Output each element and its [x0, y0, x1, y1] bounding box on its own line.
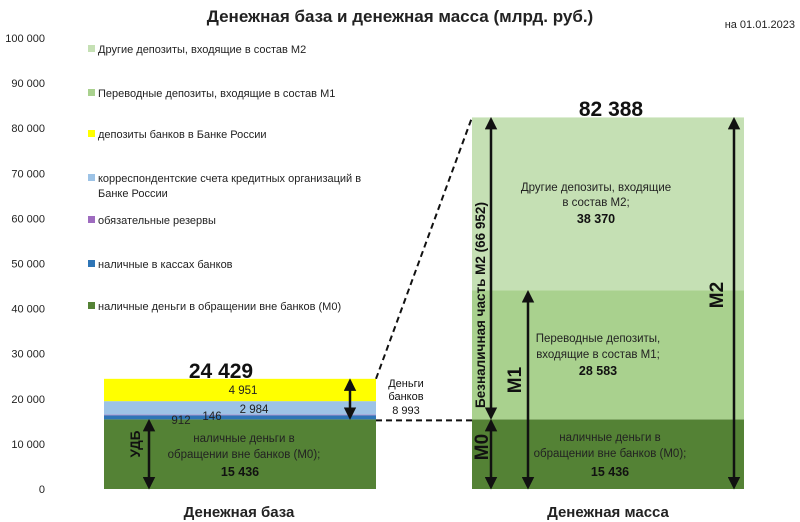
data-label-m0-base: наличные деньги в: [193, 433, 295, 445]
m2-label: М2: [707, 281, 728, 309]
legend-swatch: [88, 130, 95, 137]
bank-money-label: Деньги: [388, 378, 424, 390]
data-label-other-deposits-value: 38 370: [576, 212, 616, 226]
data-label-m0-base: обращении вне банков (М0);: [167, 449, 321, 461]
data-label-transfer-deposits-value: 28 583: [578, 364, 618, 378]
y-tick-label: 80 000: [11, 123, 45, 136]
data-label-reserves: 146: [202, 411, 222, 423]
legend-label: наличные в кассах банков: [98, 259, 233, 271]
m0-label: М0: [472, 433, 493, 461]
legend-swatch: [88, 89, 95, 96]
data-label-transfer-deposits: входящие в состав М1;: [536, 349, 660, 361]
y-tick-label: 90 000: [11, 78, 45, 91]
m1-label: М1: [505, 366, 526, 394]
y-tick-label: 20 000: [11, 393, 45, 406]
y-tick-label: 70 000: [11, 168, 45, 181]
data-label-cash-in-banks: 912: [171, 415, 191, 427]
data-label-other-deposits: Другие депозиты, входящие: [520, 182, 672, 194]
connector-line-top: [376, 117, 472, 378]
chart-title: Денежная база и денежная масса (млрд. руб.): [206, 7, 594, 26]
legend-label: Переводные депозиты, входящие в состав М1: [98, 88, 336, 100]
date-label: на 01.01.2023: [724, 19, 795, 31]
data-label-m0-mass: обращении вне банков (М0);: [533, 448, 687, 460]
data-label-m0-base-value: 15 436: [220, 465, 260, 479]
category-label-mass: Денежная масса: [547, 504, 669, 521]
legend-swatch: [88, 302, 95, 309]
legend-label: корреспондентские счета кредитных организаций в: [98, 173, 362, 185]
legend-swatch: [88, 45, 95, 52]
legend-label: наличные деньги в обращении вне банков (М0): [98, 301, 342, 313]
legend-swatch: [88, 216, 95, 223]
legend-label: Другие депозиты, входящие в состав М2: [98, 44, 307, 56]
data-label-corr-accounts: 2 984: [239, 404, 269, 416]
y-tick-label: 60 000: [11, 213, 45, 226]
noncash-label: Безналичная часть М2 (66 952): [473, 202, 488, 408]
total-label-mass: 82 388: [578, 98, 644, 121]
bank-money-label: банков: [388, 391, 424, 403]
y-tick-label: 0: [38, 484, 45, 496]
legend-swatch: [88, 260, 95, 267]
legend-swatch: [88, 174, 95, 181]
legend-label: депозиты банков в Банке России: [98, 129, 267, 141]
y-tick-label: 30 000: [11, 348, 45, 361]
bank-money-value: 8 993: [392, 405, 420, 417]
data-label-deposits: 4 951: [228, 385, 258, 397]
legend-label: обязательные резервы: [98, 215, 216, 227]
udb-label: УДБ: [128, 430, 143, 458]
data-label-m0-mass: наличные деньги в: [559, 432, 661, 444]
y-tick-label: 50 000: [11, 258, 45, 271]
total-label-base: 24 429: [188, 360, 254, 383]
y-tick-label: 10 000: [11, 438, 45, 451]
y-tick-label: 40 000: [11, 303, 45, 316]
data-label-transfer-deposits: Переводные депозиты,: [535, 333, 661, 345]
legend-label: Банке России: [98, 188, 168, 200]
data-label-other-deposits: в состав М2;: [562, 197, 630, 209]
data-label-m0-mass-value: 15 436: [590, 465, 630, 479]
y-axis: [5, 33, 45, 496]
y-tick-label: 100 000: [5, 33, 45, 45]
legend: [88, 44, 361, 313]
category-label-base: Денежная база: [183, 504, 295, 521]
